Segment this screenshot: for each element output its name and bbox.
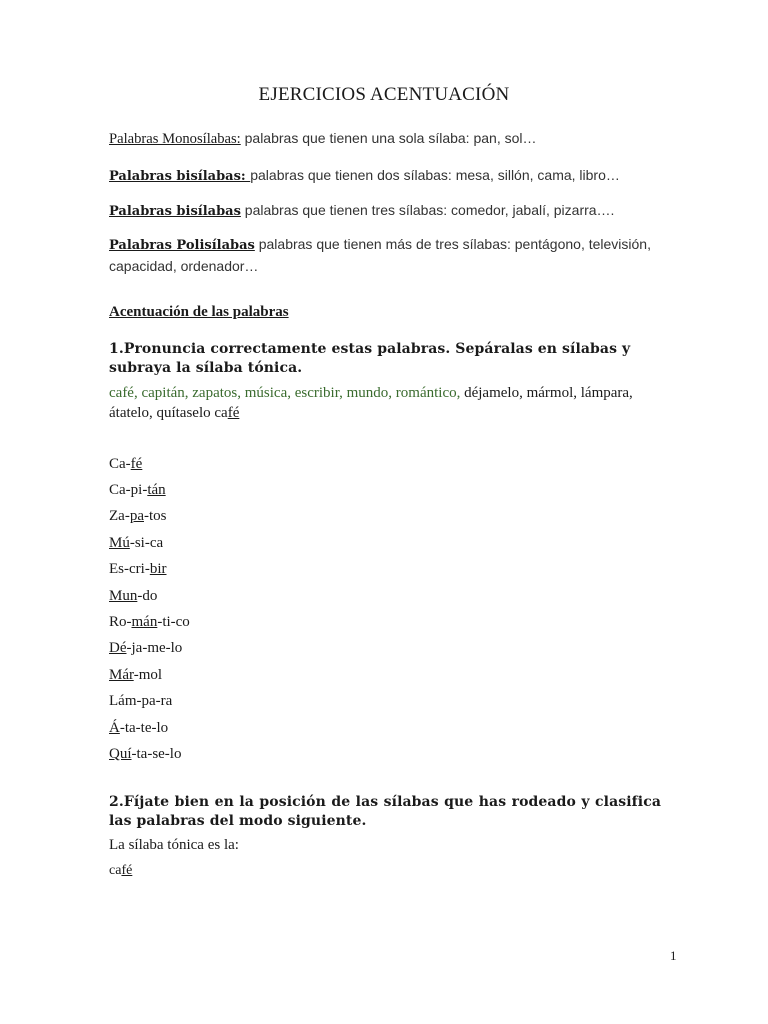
exercise-1-instruction: 1.Pronuncia correctamente estas palabras. Sepáralas en sílabas y subraya la sílaba tónica. (109, 341, 631, 376)
tonic-syllable: Quí (109, 746, 132, 762)
word-list-dark: déjamelo, mármol, lámpara, átatelo, quítaselo ca (109, 385, 633, 421)
definition-desc: palabras que tienen dos sílabas: mesa, sillón, cama, libro… (250, 167, 620, 183)
definition-term: Palabras bisílabas (109, 204, 241, 219)
syllabification-row: Quí-ta-se-lo (109, 746, 182, 762)
tonic-syllable: Mú (109, 535, 130, 551)
definition-term: Palabras bisílabas: (109, 169, 251, 184)
exercise-2-instruction: 2.Fíjate bien en la posición de las sílabas que has rodeado y clasifica las palabras del modo siguiente. (109, 794, 661, 829)
tonic-syllable: fé (121, 863, 133, 878)
definition-desc: palabras que tienen más de tres sílabas: pentágono, televisión, capacidad, ordenador… (109, 236, 651, 274)
tonic-syllable: Mun (109, 588, 138, 604)
syllabification-row: Za-pa-tos (109, 508, 167, 524)
definition-polisilabas (109, 234, 669, 277)
syllabification-row: Már-mol (109, 667, 163, 683)
tonic-syllable: tán (147, 482, 166, 498)
tonic-syllable: pa (129, 508, 144, 524)
definition-monosilabas (109, 128, 669, 149)
definition-term: Palabras Monosílabas: (109, 131, 241, 147)
definition-desc: palabras que tienen tres sílabas: comedor, jabalí, pizarra…. (240, 202, 615, 218)
tonic-syllable: mán (131, 614, 158, 630)
tonic-syllable: bir (149, 561, 167, 577)
syllabification-row: Á-ta-te-lo (109, 720, 169, 736)
definition-trisilabas (109, 200, 669, 222)
definition-desc: palabras que tienen una sola sílaba: pan, sol… (240, 130, 537, 146)
syllabification-row: Mú-si-ca (109, 535, 164, 551)
tonic-syllable: Dé (109, 640, 127, 656)
exercise-1-word-list (109, 383, 669, 423)
exercise-2-line: La sílaba tónica es la: (109, 837, 239, 853)
syllabification-row: Dé-ja-me-lo (109, 640, 183, 656)
syllabification-row: Ca-fé (109, 456, 143, 472)
syllabification-row: Ro-mán-ti-co (109, 614, 190, 630)
definition-bisilabas (109, 165, 669, 187)
definition-term: Palabras Polisílabas (109, 238, 255, 253)
exercise-2-example: café (109, 863, 133, 878)
word-list-green: café, capitán, zapatos, música, escribir, mundo, romántico, (109, 385, 461, 401)
syllabification-row: Mun-do (109, 588, 158, 604)
document-title: EJERCICIOS ACENTUACIÓN (258, 84, 510, 105)
page-number: 1 (670, 948, 677, 963)
tonic-syllable: Á (109, 720, 120, 736)
tonic-syllable: Már (109, 667, 134, 683)
syllabification-row: Ca-pi-tán (109, 482, 166, 498)
syllabification-row: Es-cri-bir (109, 561, 167, 577)
tonic-syllable: fé (130, 456, 143, 472)
syllabification-row: Lám-pa-ra (109, 693, 173, 709)
word-list-underlined: fé (227, 405, 240, 421)
section-heading: Acentuación de las palabras (109, 304, 289, 320)
